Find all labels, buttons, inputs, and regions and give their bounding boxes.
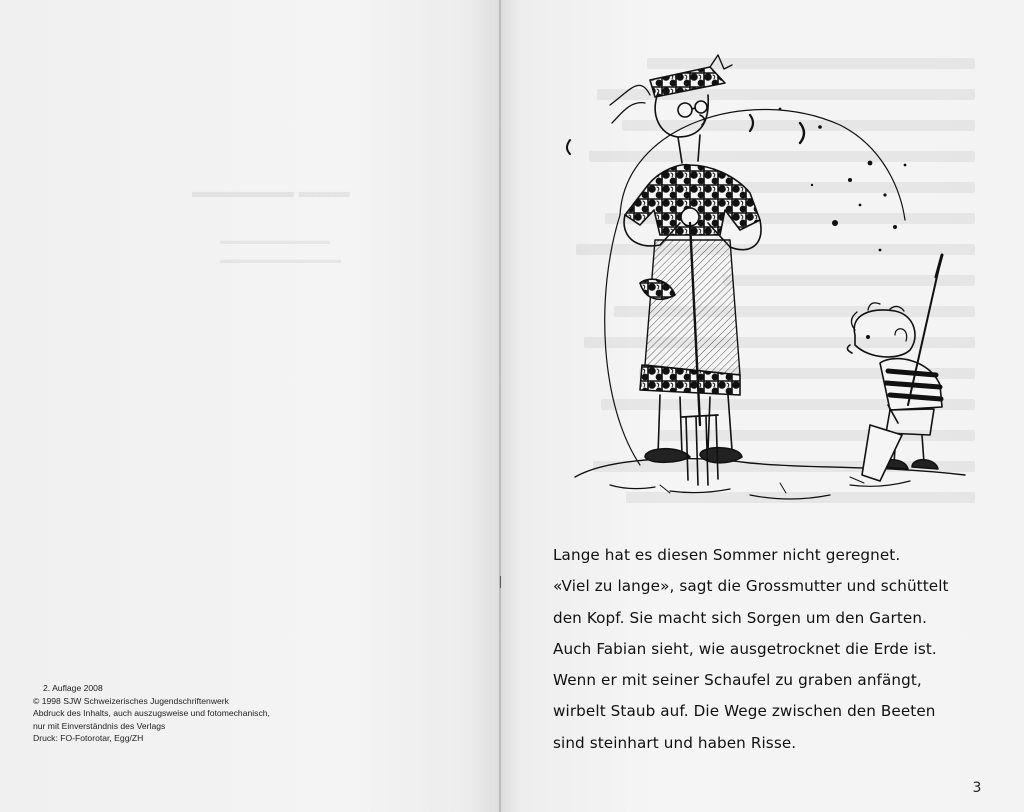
show-through-subtitle: ▬▬▬▬▬▬▬▬▬▬ ▬▬▬▬▬▬▬▬▬▬▬ xyxy=(220,235,341,266)
book-gutter xyxy=(499,0,501,812)
imprint-copyright: © 1998 SJW Schweizerisches Jugendschriftenwerk xyxy=(33,695,229,706)
story-line: Lange hat es diesen Sommer nicht geregnet. xyxy=(553,546,901,564)
story-line: den Kopf. Sie macht sich Sorgen um den Garten. xyxy=(553,608,927,627)
story-line: sind steinhart und haben Risse. xyxy=(553,733,797,752)
imprint-edition: 2. Auflage 2008 xyxy=(43,683,103,693)
story-line: Wenn er mit seiner Schaufel zu graben anfängt, xyxy=(553,671,922,690)
story-line: «Viel zu lange», sagt die Grossmutter und schüttelt xyxy=(553,577,949,596)
imprint-reprint-notice: Abdruck des Inhalts, auch auszugsweise und fotomechanisch, xyxy=(33,708,270,719)
imprint-block xyxy=(33,682,333,745)
imprint-permission: nur mit Einverständnis des Verlags xyxy=(33,720,166,731)
left-page xyxy=(0,0,500,812)
imprint-printer: Druck: FO-Fotorotar, Egg/ZH xyxy=(33,733,144,744)
story-line: wirbelt Staub auf. Die Wege zwischen den Beeten xyxy=(553,702,936,721)
page-number: 3 xyxy=(972,780,982,796)
gutter-mark xyxy=(500,576,501,588)
grandmother-and-boy-illustration xyxy=(550,45,980,515)
show-through-title: ▬▬▬ ▬▬▬▬▬▬ xyxy=(192,182,350,201)
story-text xyxy=(553,540,993,759)
story-line: Auch Fabian sieht, wie ausgetrocknet die Erde ist. xyxy=(553,639,937,658)
